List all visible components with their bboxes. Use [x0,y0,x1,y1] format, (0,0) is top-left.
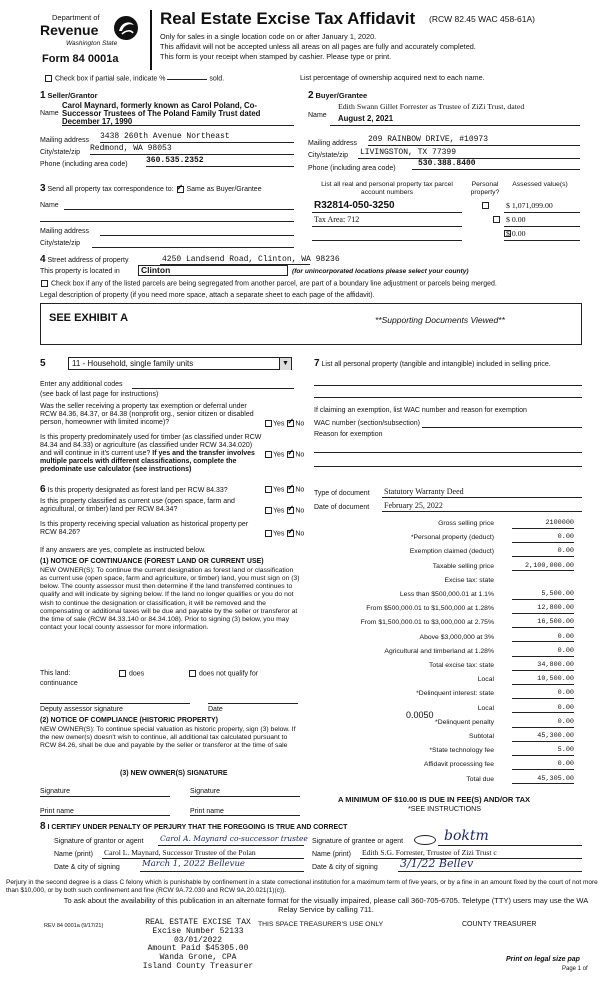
tax-row [314,662,586,673]
owner-signature-field-1[interactable] [40,796,170,797]
forest-land-question: 6 Is this property designated as forest land per RCW 84.33? [40,484,228,495]
personal-property-field-2[interactable] [314,397,582,398]
notice1-title: (1) NOTICE OF CONTINUANCE (FOREST LAND OR CURRENT USE) [40,558,264,565]
tax-area[interactable]: Tax Area: 712 [314,215,360,224]
buyer-name-label: Name [308,112,327,119]
wac-number-label: WAC number (section/subsection) [314,420,420,427]
signature-label-1: Signature [40,788,70,795]
header-note-3: This form is your receipt when stamped by cashier. Please type or print. [160,52,392,61]
tax-row-value[interactable]: 0.00 [512,690,574,699]
buyer-city-field[interactable]: LIVINGSTON, TX 77399 [360,148,457,157]
current-use-yes-checkbox[interactable] [265,507,272,514]
revision-code: REV 84 0001a (9/17/21) [44,923,104,929]
historic-yes-no: Yes ✓ No [264,530,304,538]
street-address-field[interactable]: 4250 Landsend Road, Clinton, WA 98236 [162,255,340,264]
continuance-label: continuance [40,680,78,687]
tax-row [314,761,586,772]
tax-row-value[interactable]: 5,500.00 [512,591,574,600]
grantor-date-field[interactable]: March 1, 2022 Bellevue [142,859,245,869]
form-number: Form 84 0001a [42,53,119,65]
tax-row-label: Affidavit processing fee [423,761,494,769]
doc-type-field[interactable]: Statutory Warranty Deed [384,487,464,496]
this-land-row: This land: [40,670,71,677]
stamp-line5: Wanda Grone, CPA [159,953,237,963]
rcw-reference: (RCW 82.45 WAC 458-61A) [429,14,535,24]
does-option: does [118,670,144,678]
personal-col-header: Personal property? [470,181,500,196]
tax-row-label: Less than $500,000.01 at 1.1% [399,591,494,598]
header-note-1: Only for sales in a single location code on or after January 1, 2020. [160,32,377,41]
minimum-due-note: A MINIMUM OF $10.00 IS DUE IN FEE(S) AND/OR TAX [338,795,531,804]
partial-sale-label: Check box if partial sale, indicate % [54,75,166,83]
tax-row-value[interactable]: 2,100,000.00 [512,563,574,572]
buyer-heading: 2 Buyer/Grantee [308,90,368,101]
section3-name-label: Name [40,202,59,209]
section3-heading: 3 Send all property tax correspondence to: ✓ Same as Buyer/Grantee [40,183,262,195]
notice1-body: NEW OWNER(S): To continue the current designation as forest land or classification as current use (open space, farm and agriculture, or timber) land, you must sign on (3) below. The county assessor must then determine if the land transferred continues to qualify and will indicate by signing below. If the land no longer qualifies or you do not wish to continue the designation or classification, it will be removed and the compensating or additional taxes will be due and payable by the seller or transferor at the time of sale (RCW 84.33.140 or 84.34.108). Prior to signing (3) below, you may contact your local county assessor for more information. [40,567,300,632]
tax-row [314,548,586,559]
doc-date-label: Date of document [314,504,370,511]
grantor-signature-label: Signature of grantor or agent [54,838,144,845]
dept-line1: Department of [52,13,100,22]
partial-sale-sold: sold. [209,75,225,83]
tax-row-label: Gross selling price [438,520,494,527]
seller-name-label: Name [40,110,59,117]
tax-row-value[interactable]: 0.00 [512,648,574,657]
timber-yes-no: Yes ✓ No [264,451,304,459]
section3-mailing-label: Mailing address [40,228,90,235]
buyer-city-label: City/state/zip [308,152,349,159]
tax-row-label: Agricultural and timberland at 1.28% [384,647,494,655]
segregated-checkbox[interactable] [41,280,48,287]
tax-row [314,733,586,744]
seller-mailing-label: Mailing address [40,137,90,144]
tax-row [314,690,586,701]
signature-label-2: Signature [190,788,220,795]
section7-text: 7 List all personal property (tangible and intangible) included in selling price. [314,358,551,369]
tax-row [314,591,586,602]
section4-street-row: 4 Street address of property [40,254,129,265]
parcel-col-header: List all real and personal property tax parcel account numbers [321,181,453,196]
section3-city-label: City/state/zip [40,240,81,247]
exemption-yes-checkbox[interactable] [265,420,272,427]
notice2-body: NEW OWNER(S): To continue special valuation as historic property, sign (3) below. If the new owner(s) doesn't wish to continue, all additional tax calculated pursuant to RCW 84.26, shall be due and payable by the seller or transferor at the time of sale [40,726,296,750]
section3-mailing-field[interactable] [100,235,294,236]
seller-phone-label: Phone (including area code) [40,161,128,168]
land-use-select[interactable]: 11 - Household, single family units ▼ [68,357,292,370]
exemption-no-checkbox[interactable] [287,420,294,427]
buyer-phone-field[interactable]: 530.388.8400 [418,159,476,168]
grantor-name-field[interactable]: Carol L. Maynard, Successor Trustee of the Polan [104,848,256,857]
partial-sale-percent-field[interactable] [167,79,207,80]
tax-row-value[interactable]: 0.00 [512,761,574,770]
additional-codes-field[interactable] [132,388,294,389]
tax-row [314,719,586,730]
current-use-question: Is this property classified as current use (open space, farm and agricultural, or timber) land per RCW 84.34? [40,498,235,514]
doc-date-field[interactable]: February 25, 2022 [384,501,443,510]
dept-line2: Revenue [40,22,99,38]
grantee-name-label: Name (print) [312,851,351,858]
stamp-line2: Excise Number 52133 [152,926,244,936]
tax-row-label: Excise tax: state [444,576,494,584]
county-treasurer: COUNTY TREASURER [462,921,537,928]
current-use-yes-no: Yes ✓ No [264,507,304,515]
tax-row-label: Local [477,676,494,684]
partial-sale-row [44,75,224,83]
tax-row-value[interactable]: 34,800.00 [512,662,574,671]
tax-row [314,747,586,758]
tax-row-label: Taxable selling price [432,562,494,570]
tax-row-label: From $1,500,000.01 to $3,000,000 at 2.75% [360,619,494,627]
header-divider [150,10,152,70]
owner-signature-field-2[interactable] [190,796,300,797]
forest-yes-checkbox[interactable] [265,486,272,493]
exemption-question: Was the seller receiving a property tax exemption or deferral under RCW 84.36, 84.37, or 84.38 (nonprofit org., senior citizen or disabled person, homeowner with limited income)? [40,403,254,427]
additional-codes-label: Enter any additional codes [40,381,123,388]
revenue-swirl-icon [112,14,140,42]
tax-row-label: Subtotal [469,733,494,740]
grantor-name-label: Name (print) [54,851,93,858]
tax-row-value[interactable]: 16,500.00 [512,619,574,628]
grantor-date-label: Date & city of signing [54,864,120,871]
section3-name-field[interactable] [64,209,294,210]
notice2-title: (2) NOTICE OF COMPLIANCE (HISTORIC PROPERTY) [40,717,218,724]
located-label: This property is located in [40,268,120,275]
seller-phone-field[interactable]: 360.535.2352 [146,156,204,165]
stamp-line3: 03/01/2022 [173,935,222,945]
alternate-format-note: To ask about the availability of this publication in an alternate format for the visually impaired, please call 360-705-6705. Teletype (TTY) users may use the WA Relay Service by calling 711. [63,896,589,914]
seller-name-field[interactable]: Carol Maynard, formerly known as Carol Poland, Co- Successor Trustees of The Poland Family Trust dated December 17, 1990 [62,101,261,127]
tax-row-label: *Delinquent penalty [435,718,494,726]
assessed-value-2[interactable]: $ 0.00 [506,215,526,224]
stamp-line1: REAL ESTATE EXCISE TAX [145,918,251,927]
print-name-label-1: Print name [40,808,74,815]
ownership-note: List percentage of ownership acquired next to each name. [300,73,485,82]
tax-row-value[interactable]: 12,800.00 [512,605,574,614]
tax-row [314,605,586,616]
tax-row-value[interactable]: 2100000 [512,520,574,529]
grantee-name-field[interactable]: Edith S.G. Forrester, Trrustee of Zizi Trust c [362,848,497,857]
buyer-name-field-2[interactable]: August 2, 2021 [338,114,394,123]
dept-line3: Washington State [66,40,118,47]
print-name-label-2: Print name [190,808,224,815]
wac-number-field[interactable] [422,427,582,428]
forest-yes-no: Yes ✓ No [264,486,304,494]
see-instructions: *SEE INSTRUCTIONS [408,804,482,813]
buyer-mailing-field[interactable]: 209 RAINBOW DRIVE, #10973 [368,135,489,144]
grantee-date-field[interactable]: 3/1/22 Bellev [400,857,474,870]
seller-heading: 1 Seller/Grantor [40,90,98,101]
treasurer-use-only: THIS SPACE TREASURER'S USE ONLY [258,921,384,928]
tax-row-label: *Personal property (deduct) [410,534,494,542]
tax-row [314,776,586,787]
header-note-2: This affidavit will not be accepted unless all areas on all pages are fully and accurately completed. [160,42,476,51]
tax-row-label: *Delinquent interest: state [416,690,494,698]
tax-row-value[interactable]: 45,300.00 [512,733,574,742]
seller-name-underline [62,125,294,126]
tax-row [314,705,586,716]
tax-row-value[interactable]: 0.00 [512,548,574,557]
assessed-value-1[interactable]: $ 1,071,099.00 [506,201,553,210]
section5-num: 5 [40,358,46,369]
tax-row-value[interactable]: 0.00 [512,634,574,643]
grantee-date-label: Date & city of signing [312,864,378,871]
tax-row-label: From $500,000.01 to $1,500,000 at 1.28% [366,605,494,613]
grantee-signature[interactable]: boktm [444,828,489,844]
does-not-option: does not qualify for [188,670,258,678]
stamp-line6: Island County Treasurer [142,961,254,971]
timber-question: Is this property predominately used for timber (as classified under RCW 84.34 and 84.33) or agriculture (as classified under RCW 34.34.020) and will continue in it's current use? If yes and the transfer involves multiple parcels with different classifications, complete the predominate use calculator (see instructions) [40,434,262,474]
tax-row-value[interactable]: 0.00 [512,705,574,714]
page-number: Page 1 of [562,966,588,972]
tax-row-value[interactable]: 0.00 [512,719,574,728]
historic-yes-checkbox[interactable] [265,530,272,537]
tax-row [314,520,586,531]
tax-row-label: Total due [466,775,494,783]
tax-row-label: Local [477,704,494,712]
forest-no-checkbox[interactable] [287,486,294,493]
tax-row [314,676,586,687]
paid-stamp [138,919,258,972]
legal-description-box[interactable] [40,303,582,345]
buyer-mailing-label: Mailing address [308,140,358,147]
personal-property-checkbox-1[interactable] [482,202,489,209]
same-as-buyer-checkbox[interactable] [177,186,184,193]
local-rate[interactable]: 0.0050 [406,710,434,720]
timber-no-checkbox[interactable] [287,451,294,458]
tax-row-label: *State technology fee [429,747,494,755]
tax-row-label: Total excise tax: state [429,662,494,669]
grantee-signature-label: Signature of grantee or agent [312,838,404,845]
parcel-number[interactable]: R32814-050-3250 [314,200,395,211]
doc-type-label: Type of document [314,490,370,497]
answers-instruction: If any answers are yes, complete as instructed below. [40,547,206,554]
tax-row-value[interactable]: 0.00 [512,534,574,543]
partial-sale-checkbox[interactable] [45,75,52,82]
grantor-signature[interactable]: Carol A. Maynard co-successor trustee [160,834,308,843]
supporting-docs-note: **Supporting Documents Viewed** [375,315,505,325]
legal-description-label: Legal description of property (if you need more space, attach a separate sheet to each page of the affidavit). [40,292,375,299]
deputy-date-field[interactable] [208,703,298,704]
current-use-no-checkbox[interactable] [287,507,294,514]
section3-city-field[interactable] [92,247,294,248]
timber-yes-checkbox[interactable] [265,451,272,458]
does-not-qualify-checkbox[interactable] [189,670,196,677]
seller-mailing-field[interactable]: 3438 260th Avenue Northeast [100,132,230,141]
does-qualify-checkbox[interactable] [119,670,126,677]
codes-note: (see back of last page for instructions) [40,391,159,398]
deputy-date-label: Date [208,706,223,713]
tax-row [314,634,586,645]
tax-row [314,648,586,659]
personal-property-field-1[interactable] [314,385,582,386]
located-select[interactable]: Clinton [138,265,288,276]
historic-no-checkbox[interactable] [287,530,294,537]
buyer-name-field[interactable]: Edith Swann Gillet Forrester as Trustee of ZiZi Trust, dated [338,102,525,111]
tax-row-value[interactable]: 45,305.00 [512,776,574,785]
seller-city-field[interactable]: Redmond, WA 98053 [90,144,172,153]
exemption-yes-no: Yes ✓ No [264,420,304,428]
tax-row [314,577,586,588]
tax-row-label: Exemption claimed (deduct) [409,548,494,556]
section8-certify: 8 I CERTIFY UNDER PENALTY OF PERJURY THAT THE FOREGOING IS TRUE AND CORRECT [40,821,348,832]
dropdown-arrow-icon[interactable]: ▼ [279,358,291,370]
assessed-col-header: Assessed value(s) [512,181,568,188]
segregated-row: Check box if any of the listed parcels are being segregated from another parcel, are part of a boundary line adjustment or parcels being merged. [40,280,600,288]
exemption-reason-label: Reason for exemption [314,431,383,438]
tax-row [314,563,586,574]
located-note: (for unincorporated locations please select your county) [292,268,469,275]
tax-row [314,534,586,545]
notice3-title: (3) NEW OWNER(S) SIGNATURE [120,770,228,777]
tax-row-label: Above $3,000,000 at 3% [419,633,494,641]
personal-property-checkbox-2[interactable] [493,216,500,223]
seller-city-label: City/state/zip [40,149,81,156]
tax-row [314,619,586,630]
exhibit-reference: SEE EXHIBIT A [49,312,129,324]
deputy-signature-label: Deputy assessor signature [40,706,123,713]
legal-paper-note: Print on legal size pap [506,956,580,963]
historic-question: Is this property receiving special valuation as historical property per RCW 84.26? [40,521,249,537]
assessed-value-3[interactable]: $ 0.00 [506,229,526,238]
tax-row-value[interactable]: 10,500.00 [512,676,574,685]
stamp-line4: Amount Paid $45305.00 [147,944,249,954]
agent-circle [414,835,436,845]
perjury-notice: Perjury in the second degree is a class C felony which is punishable by confinement in a state correctional institution for a maximum term of five years, or by a fine in an amount fixed by the court of not more than $10,000, or by both such confinement and fine (RCW 9A.72.030 and RCW 9A.20.021(1)(c)). [6,879,598,894]
page-title: Real Estate Excise Tax Affidavit [160,9,416,28]
exemption-wac-note: If claiming an exemption, list WAC number and reason for exemption [314,407,527,414]
tax-row-value[interactable]: 5.00 [512,747,574,756]
exemption-reason-field[interactable] [314,452,582,453]
deputy-signature-field[interactable] [40,703,190,704]
buyer-phone-label: Phone (including area code) [308,165,396,172]
